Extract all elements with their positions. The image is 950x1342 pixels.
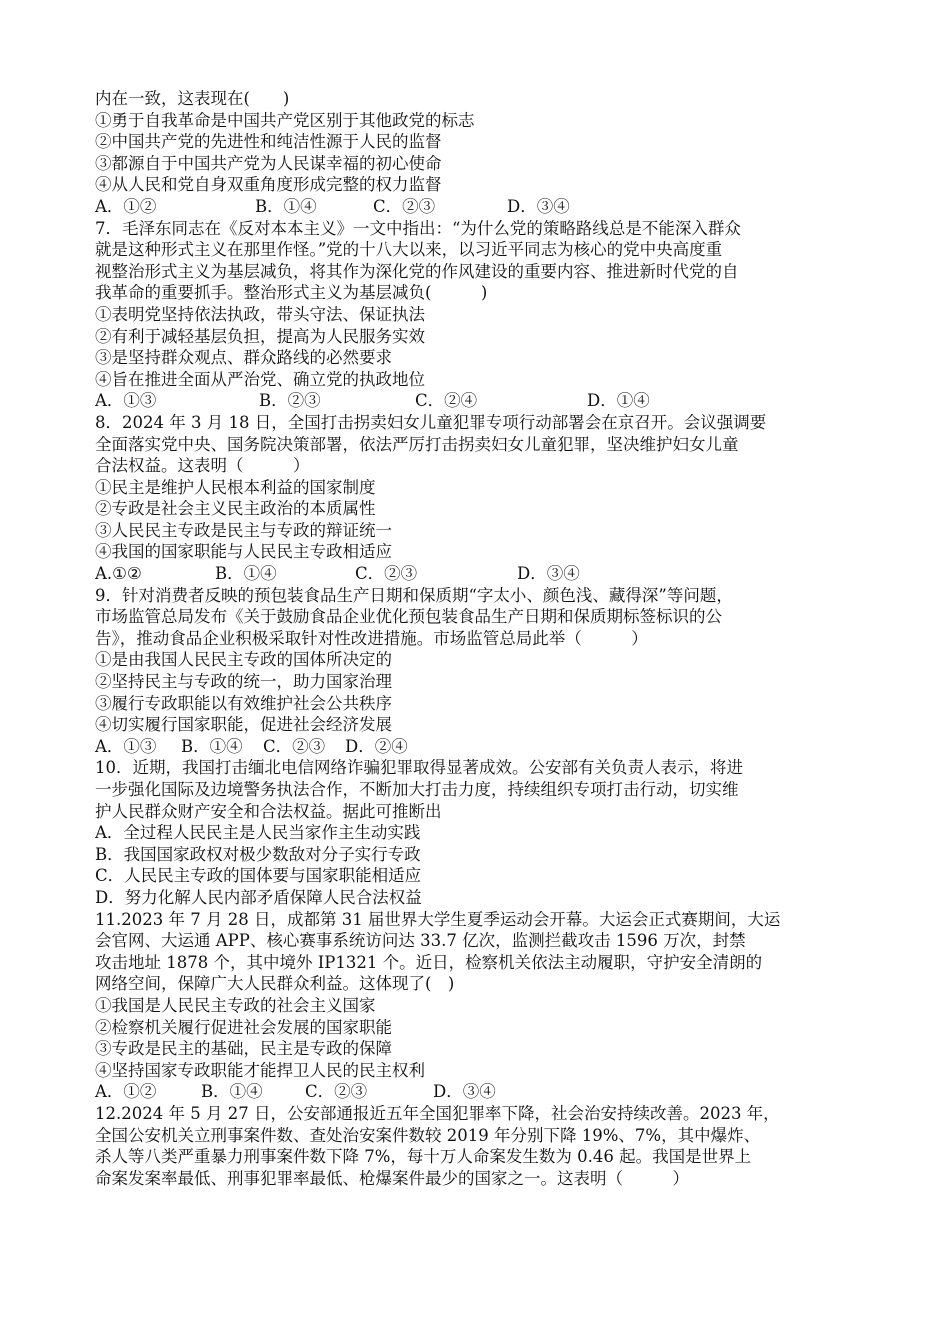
option-statement: ①我国是人民民主专政的社会主义国家 bbox=[95, 995, 376, 1015]
option-statement: ①勇于自我革命是中国共产党区别于其他政党的标志 bbox=[95, 110, 475, 130]
option-statement: ②坚持民主与专政的统一，助力国家治理 bbox=[95, 672, 392, 692]
option-statement: ④我国的国家职能与人民民主专政相适应 bbox=[95, 542, 392, 562]
answer-choice: A．①③ bbox=[95, 736, 157, 756]
answer-choice: C．人民民主专政的国体要与国家职能相适应 bbox=[95, 866, 422, 886]
question-line: 我革命的重要抓手。整治形式主义为基层减负( ) bbox=[95, 283, 488, 303]
option-statement: ①表明党坚持依法执政，带头守法、保证执法 bbox=[95, 304, 425, 324]
answer-choice: B．①④ bbox=[255, 196, 317, 216]
answer-choice: D．努力化解人民内部矛盾保障人民合法权益 bbox=[95, 887, 422, 907]
question-10-11 bbox=[95, 757, 857, 1081]
option-statement: ②有利于减轻基层负担，提高为人民服务实效 bbox=[95, 326, 425, 346]
question-line: 杀人等八类严重暴力刑事案件数下降 7%，每十万人命案发生数为 0.46 起。我国是世界上 bbox=[95, 1147, 752, 1167]
question-line: 8．2024 年 3 月 18 日，全国打击拐卖妇女儿童犯罪专项行动部署会在京召开。会议强调要 bbox=[95, 412, 767, 432]
answer-choice: A．①② bbox=[95, 196, 157, 216]
question-document bbox=[95, 88, 857, 1189]
option-statement: ①是由我国人民民主专政的国体所决定的 bbox=[95, 650, 392, 670]
question-line: 11.2023 年 7 月 28 日，成都第 31 届世界大学生夏季运动会开幕。大运会正式赛期间，大运 bbox=[95, 909, 781, 929]
option-statement: ②专政是社会主义民主政治的本质属性 bbox=[95, 499, 376, 519]
answer-choice: C．②③ bbox=[263, 736, 326, 756]
answer-choice: A．①③ bbox=[95, 391, 157, 411]
answer-choice: A．①② bbox=[95, 1082, 157, 1102]
answer-options-q7 bbox=[95, 390, 857, 412]
question-line: 全国公安机关立刑事案件数、查处治安案件数较 2019 年分别下降 19%、7%，其中爆炸、 bbox=[95, 1125, 761, 1145]
question-line: 网络空间，保障广大人民群众利益。这体现了( ) bbox=[95, 974, 455, 994]
question-line: 10．近期，我国打击缅北电信网络诈骗犯罪取得显著成效。公安部有关负责人表示，将进 bbox=[95, 758, 743, 778]
option-statement: ②检察机关履行促进社会发展的国家职能 bbox=[95, 1017, 392, 1037]
question-line: 市场监管总局发布《关于鼓励食品企业优化预包装食品生产日期和保质期标签标识的公 bbox=[95, 607, 722, 627]
answer-choice: C．②③ bbox=[305, 1082, 368, 1102]
answer-choice: C．②③ bbox=[373, 196, 436, 216]
answer-choice: B．①④ bbox=[181, 736, 243, 756]
answer-choice: C．②③ bbox=[355, 564, 418, 584]
question-line: 一步强化国际及边境警务执法合作，不断加大打击力度，持续组织专项打击行动，切实维 bbox=[95, 780, 739, 799]
answer-options-q11 bbox=[95, 1081, 857, 1103]
question-line: 告》，推动食品企业积极采取针对性改进措施。市场监管总局此举（ ） bbox=[95, 628, 648, 648]
answer-choice: D．②④ bbox=[345, 736, 408, 756]
question-line: 内在一致，这表现在( ) bbox=[95, 89, 290, 108]
question-line: 就是这种形式主义在那里作怪。”党的十八大以来，以习近平同志为核心的党中央高度重 bbox=[95, 240, 723, 260]
option-statement: ③履行专政职能以有效维护社会公共秩序 bbox=[95, 693, 392, 713]
answer-choice: B．②③ bbox=[259, 391, 321, 411]
answer-choice: D．③④ bbox=[517, 564, 580, 584]
answer-choice: A.①② bbox=[95, 564, 142, 584]
question-line: 护人民群众财产安全和合法权益。据此可推断出 bbox=[95, 801, 442, 821]
question-line: 12.2024 年 5 月 27 日，公安部通报近五年全国犯罪率下降，社会治安持续改善。2023 年， bbox=[95, 1103, 780, 1123]
question-12 bbox=[95, 1103, 857, 1189]
question-line: 攻击地址 1878 个，其中境外 IP1321 个。近日，检察机关依法主动履职，守护安全清朗的 bbox=[95, 952, 763, 972]
option-statement: ①民主是维护人民根本利益的国家制度 bbox=[95, 477, 376, 497]
question-8 bbox=[95, 412, 857, 563]
answer-choice: B．①④ bbox=[201, 1082, 263, 1102]
option-statement: ④从人民和党自身双重角度形成完整的权力监督 bbox=[95, 175, 442, 195]
question-line: 合法权益。这表明（ ） bbox=[95, 456, 310, 476]
answer-choice: C．②④ bbox=[415, 391, 478, 411]
answer-choice: D．③④ bbox=[433, 1082, 496, 1102]
answer-choice: A．全过程人民民主是人民当家作主生动实践 bbox=[95, 823, 421, 843]
option-statement: ③都源自于中国共产党为人民谋幸福的初心使命 bbox=[95, 153, 442, 173]
answer-choice: D．③④ bbox=[507, 196, 570, 216]
question-7 bbox=[95, 218, 857, 391]
answer-options-q9 bbox=[95, 736, 857, 758]
option-statement: ④旨在推进全面从严治党、确立党的执政地位 bbox=[95, 369, 425, 389]
question-line: 命案发案率最低、刑事犯罪率最低、枪爆案件最少的国家之一。这表明（ ） bbox=[95, 1168, 689, 1188]
text-block-a bbox=[95, 88, 857, 196]
question-line: 全面落实党中央、国务院决策部署，依法严厉打击拐卖妇女儿童犯罪，坚决维护妇女儿童 bbox=[95, 434, 739, 454]
option-statement: ③专政是民主的基础，民主是专政的保障 bbox=[95, 1039, 392, 1059]
option-statement: ②中国共产党的先进性和纯洁性源于人民的监督 bbox=[95, 132, 442, 152]
option-statement: ③是坚持群众观点、群众路线的必然要求 bbox=[95, 348, 392, 368]
question-line: 9．针对消费者反映的预包装食品生产日期和保质期“字太小、颜色浅、藏得深”等问题， bbox=[95, 585, 733, 605]
question-line: 会官网、大运通 APP、核心赛事系统访问达 33.7 亿次，监测拦截攻击 1596 万次，封禁 bbox=[95, 931, 746, 951]
answer-choice: B．①④ bbox=[215, 564, 277, 584]
question-9 bbox=[95, 585, 857, 736]
option-statement: ④坚持国家专政职能才能捍卫人民的民主权利 bbox=[95, 1060, 425, 1080]
question-line: 7．毛泽东同志在《反对本本主义》一文中指出：“为什么党的策略路线总是不能深入群众 bbox=[95, 218, 741, 238]
answer-choice: B．我国国家政权对极少数敌对分子实行专政 bbox=[95, 844, 421, 864]
option-statement: ④切实履行国家职能，促进社会经济发展 bbox=[95, 715, 392, 735]
answer-options-q8 bbox=[95, 563, 857, 585]
answer-choice: D．①④ bbox=[587, 391, 650, 411]
option-statement: ③人民民主专政是民主与专政的辩证统一 bbox=[95, 520, 392, 540]
question-line: 视整治形式主义为基层减负，将其作为深化党的作风建设的重要内容、推进新时代党的自 bbox=[95, 261, 739, 281]
answer-options-q6 bbox=[95, 196, 857, 218]
